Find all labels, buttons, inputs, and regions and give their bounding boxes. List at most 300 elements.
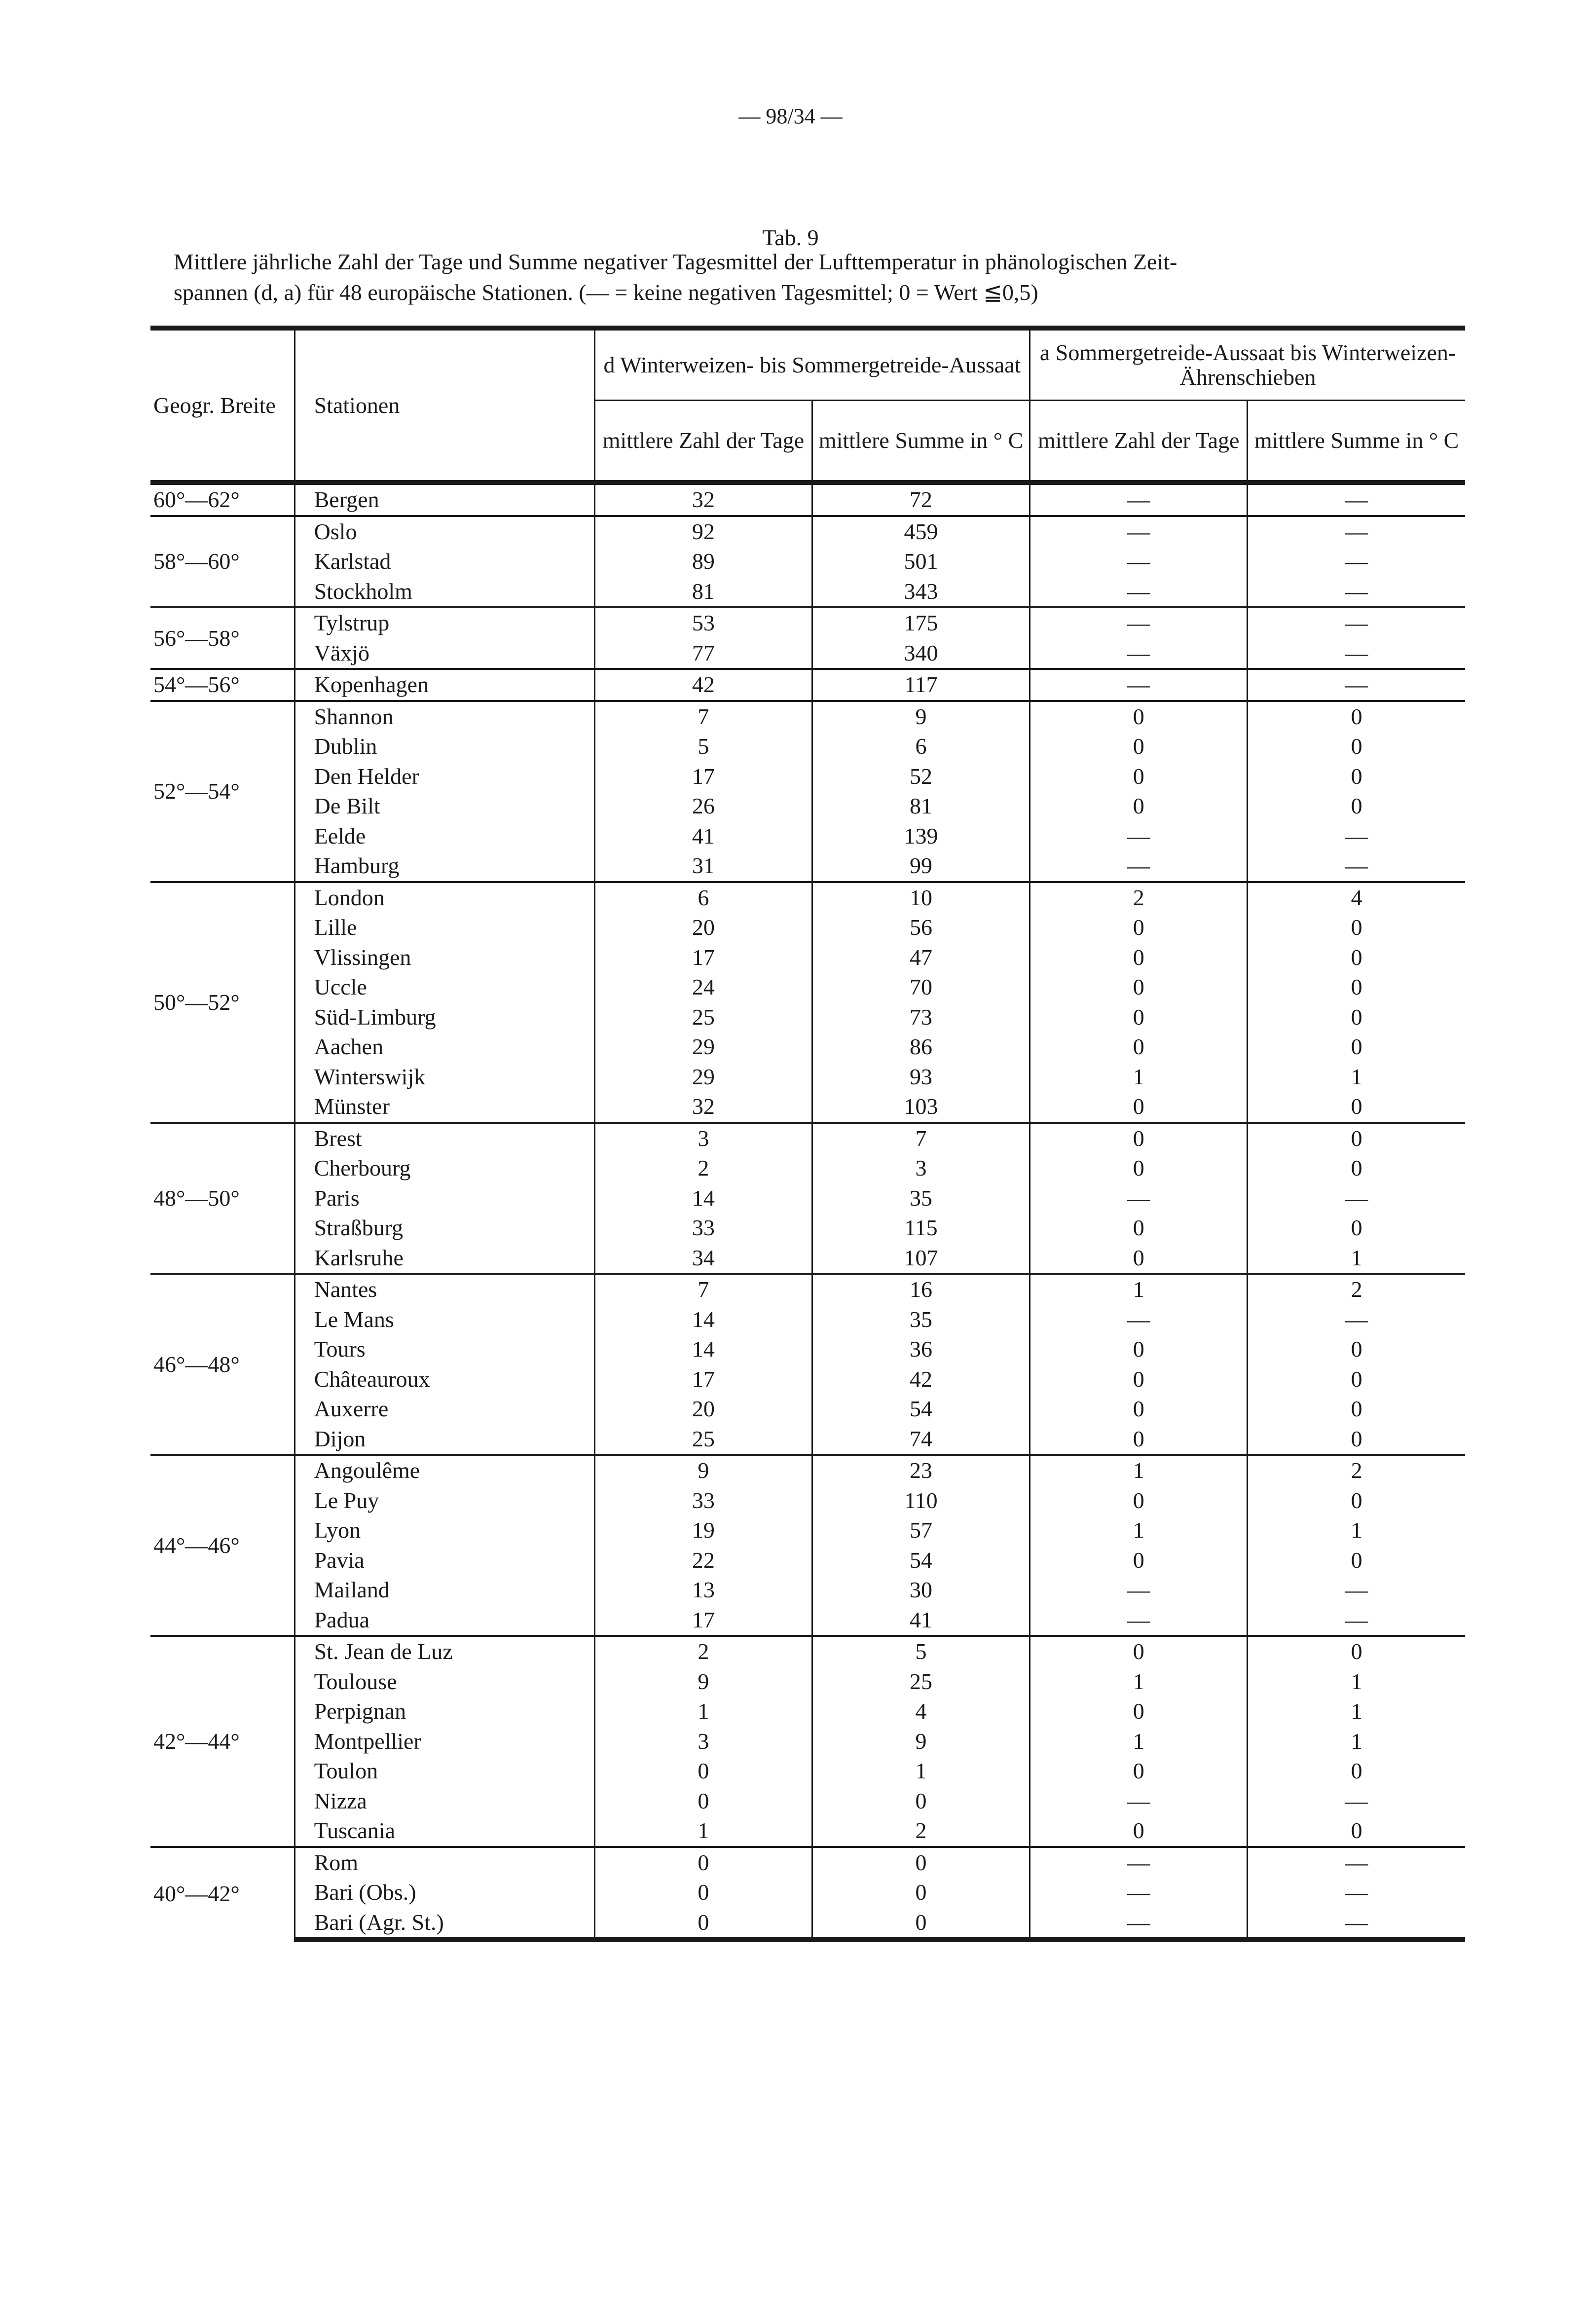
latitude-band: 56°—58° (150, 607, 294, 669)
d-sum-value: 30 (812, 1575, 1029, 1605)
table-row (150, 577, 1465, 608)
latitude-band: 44°—46° (150, 1455, 294, 1636)
station-name: St. Jean de Luz (294, 1636, 594, 1667)
table-row (150, 1667, 1465, 1697)
d-days-value: 19 (594, 1515, 812, 1546)
d-sum-value: 110 (812, 1486, 1029, 1516)
a-sum-value: — (1248, 1847, 1465, 1878)
a-days-value: 0 (1030, 1424, 1248, 1455)
table-row (150, 1365, 1465, 1395)
d-sum-value: 35 (812, 1183, 1029, 1214)
a-sum-value: — (1345, 1880, 1368, 1905)
d-sum-value: 0 (812, 1878, 1029, 1908)
table-row (150, 1727, 1465, 1757)
d-days-value: 89 (594, 547, 812, 577)
d-sum-value: 99 (812, 851, 1029, 882)
a-sum-value: 0 (1351, 763, 1362, 789)
station-name: Dublin (294, 732, 594, 762)
d-days-value: 0 (594, 1847, 812, 1878)
station-name: Angoulême (294, 1455, 594, 1486)
station-name: Eelde (294, 821, 594, 851)
table-row (150, 638, 1465, 669)
d-days-value: 25 (594, 1424, 812, 1455)
d-days-value: 34 (594, 1243, 812, 1274)
d-days-value: 20 (594, 913, 812, 943)
d-days-value: 25 (594, 1002, 812, 1033)
d-sum-value: 117 (812, 669, 1029, 701)
table-row (150, 1123, 1465, 1154)
station-name: Aachen (294, 1032, 594, 1062)
d-sum-value: 70 (812, 972, 1029, 1002)
a-sum-value: 0 (1351, 1094, 1362, 1119)
d-days-value: 9 (594, 1667, 812, 1697)
station-name: Shannon (294, 701, 594, 732)
header-group-a: a Sommergetreide-Aussaat bis Winterweizen-Ährenschieben (1030, 328, 1465, 401)
station-name: Straßburg (294, 1213, 594, 1243)
a-days-value: — (1030, 516, 1248, 547)
a-days-value: 0 (1030, 1365, 1248, 1395)
station-name: Karlstad (294, 547, 594, 577)
a-sum-value: 0 (1351, 915, 1362, 940)
a-sum-value: 0 (1351, 1396, 1362, 1422)
table-row (150, 1605, 1465, 1636)
d-days-value: 7 (594, 1274, 812, 1305)
a-sum-value: — (1345, 1788, 1368, 1813)
d-sum-value: 9 (812, 701, 1029, 732)
a-days-value: — (1030, 1183, 1248, 1214)
d-days-value: 0 (594, 1756, 812, 1786)
table-row (150, 1305, 1465, 1335)
d-days-value: 1 (594, 1816, 812, 1847)
d-sum-value: 57 (812, 1515, 1029, 1546)
a-days-value: 0 (1030, 1334, 1248, 1365)
d-days-value: 17 (594, 1365, 812, 1395)
table-row (150, 943, 1465, 973)
d-days-value: 0 (594, 1878, 812, 1908)
d-sum-value: 115 (812, 1213, 1029, 1243)
d-sum-value: 139 (812, 821, 1029, 851)
d-days-value: 13 (594, 1575, 812, 1605)
d-sum-value: 54 (812, 1546, 1029, 1576)
table-row (150, 1213, 1465, 1243)
latitude-band: 50°—52° (150, 882, 294, 1123)
a-days-value: 0 (1030, 1546, 1248, 1576)
a-days-value: — (1030, 851, 1248, 882)
a-days-value: — (1030, 1605, 1248, 1636)
table-row (150, 1847, 1465, 1878)
d-days-value: 1 (594, 1697, 812, 1727)
a-days-value: — (1030, 482, 1248, 516)
d-days-value: 22 (594, 1546, 812, 1576)
d-days-value: 24 (594, 972, 812, 1002)
a-sum-value: — (1248, 516, 1465, 547)
station-name: Tylstrup (294, 607, 594, 638)
table-row (150, 1786, 1465, 1816)
d-sum-value: 459 (812, 516, 1029, 547)
a-days-value: 1 (1030, 1667, 1248, 1697)
station-name: Brest (294, 1123, 594, 1154)
table-body (150, 482, 1465, 1940)
station-name: Tours (294, 1334, 594, 1365)
a-sum-value: 0 (1351, 1426, 1362, 1451)
table-row (150, 732, 1465, 762)
a-sum-value: 0 (1248, 1123, 1465, 1154)
header-a-summe: mittlere Summe in ° C (1248, 401, 1465, 483)
table-row (150, 1092, 1465, 1123)
d-days-value: 92 (594, 516, 812, 547)
table-row (150, 482, 1465, 516)
a-days-value: 0 (1030, 1697, 1248, 1727)
a-sum-value: 0 (1351, 1336, 1362, 1362)
table-header (150, 328, 1465, 482)
a-days-value: 0 (1030, 1636, 1248, 1667)
a-days-value: — (1030, 1878, 1248, 1908)
header-geogr-breite: Geogr. Breite (150, 328, 294, 482)
d-sum-value: 501 (812, 547, 1029, 577)
a-days-value: 0 (1030, 701, 1248, 732)
a-days-value: 0 (1030, 1394, 1248, 1424)
a-sum-value: 0 (1351, 1547, 1362, 1573)
a-sum-value: 0 (1351, 1034, 1362, 1060)
table-row (150, 1274, 1465, 1305)
table-row (150, 607, 1465, 638)
a-days-value: 0 (1030, 1213, 1248, 1243)
a-sum-value: — (1345, 1185, 1368, 1211)
station-name: Uccle (294, 972, 594, 1002)
d-sum-value: 42 (812, 1365, 1029, 1395)
a-days-value: — (1030, 638, 1248, 669)
d-sum-value: 6 (812, 732, 1029, 762)
a-days-value: 1 (1030, 1062, 1248, 1092)
station-name: Le Puy (294, 1486, 594, 1516)
a-sum-value: 1 (1351, 1517, 1362, 1543)
d-days-value: 33 (594, 1486, 812, 1516)
table-row (150, 1334, 1465, 1365)
d-sum-value: 93 (812, 1062, 1029, 1092)
a-sum-value: — (1248, 607, 1465, 638)
a-days-value: 0 (1030, 1816, 1248, 1847)
d-days-value: 6 (594, 882, 812, 913)
a-days-value: 0 (1030, 913, 1248, 943)
d-days-value: 0 (594, 1908, 812, 1940)
a-days-value: 0 (1030, 1243, 1248, 1274)
d-days-value: 17 (594, 1605, 812, 1636)
a-days-value: — (1030, 607, 1248, 638)
a-sum-value: 1 (1351, 1728, 1362, 1754)
a-sum-value: — (1345, 640, 1368, 665)
a-days-value: — (1030, 1847, 1248, 1878)
d-days-value: 17 (594, 943, 812, 973)
d-days-value: 7 (594, 701, 812, 732)
header-d-summe: mittlere Summe in ° C (812, 401, 1029, 483)
station-name: Padua (294, 1605, 594, 1636)
table-row (150, 882, 1465, 913)
station-name: Dijon (294, 1424, 594, 1455)
a-days-value: — (1030, 547, 1248, 577)
table-row (150, 669, 1465, 701)
station-name: Den Helder (294, 762, 594, 792)
table-row (150, 1636, 1465, 1667)
table-row (150, 1756, 1465, 1786)
table-row (150, 1697, 1465, 1727)
latitude-band: 48°—50° (150, 1123, 294, 1274)
station-name: Bari (Agr. St.) (294, 1908, 594, 1940)
a-sum-value: 2 (1248, 1274, 1465, 1305)
a-sum-value: 0 (1248, 701, 1465, 732)
table-row (150, 1153, 1465, 1183)
d-days-value: 26 (594, 791, 812, 821)
d-days-value: 0 (594, 1786, 812, 1816)
d-sum-value: 343 (812, 577, 1029, 608)
caption-line-1: Mittlere jährliche Zahl der Tage und Summe negativer Tagesmittel der Lufttemperatur in phänologischen Zeit- (174, 249, 1177, 274)
table-row (150, 791, 1465, 821)
table-title: Tab. 9 (762, 225, 819, 250)
d-sum-value: 3 (812, 1153, 1029, 1183)
table-row (150, 972, 1465, 1002)
table-row (150, 516, 1465, 547)
d-days-value: 29 (594, 1062, 812, 1092)
a-days-value: — (1030, 1908, 1248, 1940)
d-days-value: 42 (594, 669, 812, 701)
table-row (150, 1002, 1465, 1033)
a-sum-value: 0 (1248, 1636, 1465, 1667)
a-days-value: 0 (1030, 943, 1248, 973)
a-days-value: 1 (1030, 1274, 1248, 1305)
table-row (150, 1183, 1465, 1214)
table-row (150, 1575, 1465, 1605)
a-sum-value: 0 (1351, 1366, 1362, 1392)
d-sum-value: 73 (812, 1002, 1029, 1033)
d-sum-value: 0 (812, 1786, 1029, 1816)
caption-line-2: spannen (d, a) für 48 europäische Stationen. (— = keine negativen Tagesmittel; 0 = Wert ≦0,5) (174, 280, 1038, 305)
d-sum-value: 72 (812, 482, 1029, 516)
d-sum-value: 107 (812, 1243, 1029, 1274)
d-days-value: 14 (594, 1334, 812, 1365)
d-days-value: 32 (594, 482, 812, 516)
d-sum-value: 23 (812, 1455, 1029, 1486)
d-sum-value: 2 (812, 1816, 1029, 1847)
a-sum-value: 4 (1248, 882, 1465, 913)
a-sum-value: — (1345, 1607, 1368, 1632)
table-row (150, 701, 1465, 732)
d-sum-value: 1 (812, 1756, 1029, 1786)
table-row (150, 1062, 1465, 1092)
latitude-band: 58°—60° (150, 516, 294, 608)
table-row (150, 851, 1465, 882)
a-sum-value: — (1345, 1577, 1368, 1603)
station-name: Toulon (294, 1756, 594, 1786)
page-number: — 98/34 — (738, 104, 843, 128)
d-days-value: 14 (594, 1183, 812, 1214)
d-days-value: 29 (594, 1032, 812, 1062)
d-sum-value: 41 (812, 1605, 1029, 1636)
a-sum-value: 0 (1351, 1487, 1362, 1513)
d-sum-value: 5 (812, 1636, 1029, 1667)
d-sum-value: 81 (812, 791, 1029, 821)
station-name: Växjö (294, 638, 594, 669)
station-name: Münster (294, 1092, 594, 1123)
d-days-value: 32 (594, 1092, 812, 1123)
d-sum-value: 47 (812, 943, 1029, 973)
d-days-value: 77 (594, 638, 812, 669)
a-days-value: — (1030, 821, 1248, 851)
a-sum-value: 0 (1351, 1155, 1362, 1181)
station-name: Cherbourg (294, 1153, 594, 1183)
d-sum-value: 4 (812, 1697, 1029, 1727)
d-sum-value: 0 (812, 1908, 1029, 1940)
header-d-zahl: mittlere Zahl der Tage (594, 401, 812, 483)
a-sum-value: 2 (1248, 1455, 1465, 1486)
d-days-value: 3 (594, 1727, 812, 1757)
station-name: Toulouse (294, 1667, 594, 1697)
table-row (150, 1486, 1465, 1516)
a-days-value: — (1030, 1786, 1248, 1816)
d-days-value: 81 (594, 577, 812, 608)
latitude-band: 40°—42° (150, 1847, 294, 1940)
a-sum-value: 0 (1351, 793, 1362, 819)
d-sum-value: 16 (812, 1274, 1029, 1305)
station-name: Lyon (294, 1515, 594, 1546)
d-days-value: 2 (594, 1153, 812, 1183)
a-sum-value: 0 (1351, 1004, 1362, 1030)
station-name: Kopenhagen (294, 669, 594, 701)
d-sum-value: 35 (812, 1305, 1029, 1335)
a-sum-value: — (1345, 853, 1368, 879)
d-sum-value: 56 (812, 913, 1029, 943)
a-sum-value: — (1345, 823, 1368, 848)
a-days-value: 1 (1030, 1455, 1248, 1486)
station-name: Stockholm (294, 577, 594, 608)
a-days-value: 1 (1030, 1515, 1248, 1546)
table-row (150, 821, 1465, 851)
a-sum-value: 0 (1351, 1758, 1362, 1784)
station-name: Oslo (294, 516, 594, 547)
station-name: Bergen (294, 482, 594, 516)
d-sum-value: 7 (812, 1123, 1029, 1154)
table-row (150, 762, 1465, 792)
a-sum-value: 0 (1351, 974, 1362, 1000)
a-days-value: 0 (1030, 791, 1248, 821)
station-name: Lille (294, 913, 594, 943)
station-name: London (294, 882, 594, 913)
a-days-value: 0 (1030, 1092, 1248, 1123)
d-sum-value: 103 (812, 1092, 1029, 1123)
station-name: De Bilt (294, 791, 594, 821)
d-days-value: 53 (594, 607, 812, 638)
a-days-value: — (1030, 1305, 1248, 1335)
station-name: Châteauroux (294, 1365, 594, 1395)
a-sum-value: 0 (1351, 734, 1362, 759)
d-sum-value: 9 (812, 1727, 1029, 1757)
a-sum-value: 1 (1351, 1698, 1362, 1724)
d-days-value: 17 (594, 762, 812, 792)
a-sum-value: 1 (1351, 1245, 1362, 1270)
a-days-value: 0 (1030, 972, 1248, 1002)
latitude-band: 60°—62° (150, 482, 294, 516)
a-days-value: 0 (1030, 732, 1248, 762)
header-group-d: d Winterweizen- bis Sommergetreide-Aussaat (594, 328, 1029, 401)
d-days-value: 2 (594, 1636, 812, 1667)
a-days-value: — (1030, 577, 1248, 608)
a-days-value: 2 (1030, 882, 1248, 913)
station-name: Bari (Obs.) (294, 1878, 594, 1908)
table-row (150, 1908, 1465, 1940)
station-name: Rom (294, 1847, 594, 1878)
d-sum-value: 54 (812, 1394, 1029, 1424)
header-stationen: Stationen (294, 328, 594, 482)
d-days-value: 9 (594, 1455, 812, 1486)
table-row (150, 1816, 1465, 1847)
a-days-value: 0 (1030, 1153, 1248, 1183)
data-table (150, 326, 1465, 1942)
a-days-value: 0 (1030, 1002, 1248, 1033)
d-sum-value: 74 (812, 1424, 1029, 1455)
d-sum-value: 340 (812, 638, 1029, 669)
d-sum-value: 52 (812, 762, 1029, 792)
d-sum-value: 175 (812, 607, 1029, 638)
station-name: Auxerre (294, 1394, 594, 1424)
station-name: Nantes (294, 1274, 594, 1305)
d-sum-value: 0 (812, 1847, 1029, 1878)
table-row (150, 547, 1465, 577)
station-name: Montpellier (294, 1727, 594, 1757)
d-sum-value: 36 (812, 1334, 1029, 1365)
latitude-band: 54°—56° (150, 669, 294, 701)
d-days-value: 33 (594, 1213, 812, 1243)
a-sum-value: 0 (1351, 944, 1362, 970)
a-sum-value: — (1345, 1306, 1368, 1332)
a-sum-value: 0 (1351, 1215, 1362, 1241)
station-name: Mailand (294, 1575, 594, 1605)
a-days-value: 0 (1030, 1032, 1248, 1062)
latitude-band: 46°—48° (150, 1274, 294, 1455)
a-days-value: 0 (1030, 1486, 1248, 1516)
a-sum-value: — (1345, 487, 1368, 513)
station-name: Winterswijk (294, 1062, 594, 1092)
d-days-value: 3 (594, 1123, 812, 1154)
latitude-band: 42°—44° (150, 1636, 294, 1847)
d-days-value: 14 (594, 1305, 812, 1335)
a-days-value: 1 (1030, 1727, 1248, 1757)
a-days-value: 0 (1030, 1756, 1248, 1786)
table-caption (174, 247, 1466, 308)
d-days-value: 20 (594, 1394, 812, 1424)
station-name: Pavia (294, 1546, 594, 1576)
table-row (150, 1515, 1465, 1546)
station-name: Tuscania (294, 1816, 594, 1847)
d-days-value: 41 (594, 821, 812, 851)
d-days-value: 31 (594, 851, 812, 882)
station-name: Vlissingen (294, 943, 594, 973)
d-days-value: 5 (594, 732, 812, 762)
a-sum-value: — (1345, 578, 1368, 604)
station-name: Nizza (294, 1786, 594, 1816)
a-sum-value: 1 (1351, 1064, 1362, 1089)
data-table-wrapper (150, 326, 1465, 1942)
d-sum-value: 25 (812, 1667, 1029, 1697)
d-sum-value: 10 (812, 882, 1029, 913)
station-name: Hamburg (294, 851, 594, 882)
a-sum-value: 0 (1351, 1818, 1362, 1844)
station-name: Süd-Limburg (294, 1002, 594, 1033)
latitude-band: 52°—54° (150, 701, 294, 882)
table-row (150, 1424, 1465, 1455)
a-sum-value: — (1248, 1908, 1465, 1940)
table-row (150, 1455, 1465, 1486)
table-row (150, 1546, 1465, 1576)
station-name: Perpignan (294, 1697, 594, 1727)
station-name: Le Mans (294, 1305, 594, 1335)
